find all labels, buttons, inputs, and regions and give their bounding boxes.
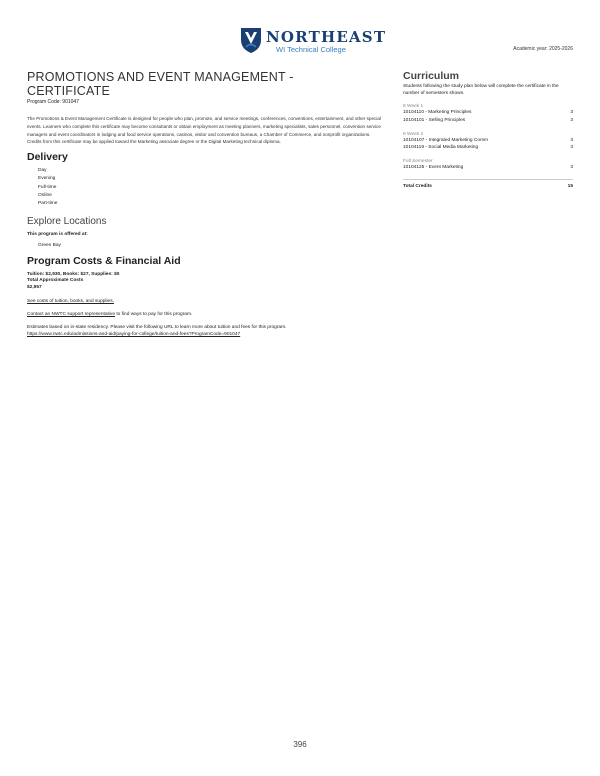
delivery-list — [27, 167, 383, 208]
total-costs-value: $2,957 — [27, 284, 42, 290]
course-name: 10104107 - Integrated Marketing Comm — [403, 137, 489, 143]
semester-label: 8 Week 2 — [403, 131, 424, 137]
program-costs-heading: Program Costs & Financial Aid — [27, 254, 181, 267]
contact-row — [27, 312, 383, 317]
curriculum-heading: Curriculum — [403, 70, 460, 82]
semester-label: Full Semester — [403, 159, 433, 165]
delivery-item: Online — [38, 193, 52, 199]
program-title-line2: CERTIFICATE — [27, 84, 110, 98]
offered-at-label: This program is offered at: — [27, 231, 88, 237]
delivery-item: Evening — [38, 176, 56, 182]
tuition-url-link[interactable]: https://www.nwtc.edu/admissions-and-aid/paying-for-college/tuition-and-fees?ProgramCode=901047 — [27, 331, 241, 337]
explore-locations-heading: Explore Locations — [27, 215, 107, 227]
logo-subtitle: WI Technical College — [276, 45, 346, 54]
estimate-block — [27, 325, 383, 338]
total-costs-label: Total Approximate Costs — [27, 278, 84, 284]
course-name: 10104110 - Marketing Principles — [403, 110, 472, 115]
program-title — [27, 70, 383, 98]
course-credits: 3 — [570, 137, 573, 143]
contact-suffix: to find ways to pay for this program. — [114, 312, 193, 318]
academic-year: Academic year: 2025-2026 — [513, 46, 573, 52]
course-credits: 3 — [570, 165, 573, 171]
course-credits: 3 — [570, 110, 573, 115]
logo-name: NORTHEAST — [266, 28, 387, 46]
contact-support-link[interactable]: Contact an NWTC support representative — [27, 312, 115, 318]
page-number: 396 — [293, 740, 307, 749]
course-row — [403, 137, 573, 145]
course-credits: 3 — [570, 117, 573, 123]
curriculum-intro: Students following the study plan below will complete the certificate in the number of semesters shown. — [403, 84, 559, 96]
see-costs-row — [27, 299, 383, 304]
estimate-text: Estimates based on in-state residency. Please visit the following URL to learn more about tuition and fees for this program. — [27, 325, 287, 331]
total-credits-value: 15 — [567, 183, 573, 189]
course-row — [403, 117, 573, 125]
curriculum-panel — [403, 70, 573, 189]
program-title-line1: PROMOTIONS AND EVENT MANAGEMENT - — [27, 70, 294, 84]
see-costs-link[interactable]: See costs of tuition, books, and supplies. — [27, 299, 114, 305]
location-item: Green Bay — [38, 242, 61, 248]
program-details — [27, 70, 383, 338]
program-description: The Promotions & Event Management Certificate is designed for people who plan, promote, and service meetings, conferences, conventions, entertainment, and other special events. Learners who complete this certificate may become consultants or obtain employment as meeting planners, marketing specialists, sales personnel, convention service managers and event coordinators in lodging and food service operations, casinos, visitor and convention bureaus, a Chamber of Commerce, and nonprofit organizations. Credits from this certificate may be applied toward the Marketing associate degree or the Digital Marketing technical diploma. — [27, 116, 381, 145]
total-credits-label: Total Credits — [403, 183, 432, 189]
delivery-item: Day — [38, 168, 47, 174]
page-header — [0, 24, 600, 64]
cost-breakdown: Tuition: $2,930, Books: $27, Supplies: $0 — [27, 271, 120, 277]
course-credits: 3 — [570, 145, 573, 151]
course-name: 10104119 - Social Media Marketing — [403, 145, 479, 151]
course-name: 10104101 - Selling Principles — [403, 117, 466, 123]
semester-label: 8 Week 1 — [403, 104, 424, 109]
program-code: Program Code: 901047 — [27, 99, 79, 105]
total-credits-row — [403, 179, 573, 189]
delivery-heading: Delivery — [27, 151, 68, 164]
course-name: 10104125 - Event Marketing — [403, 165, 464, 171]
course-row — [403, 144, 573, 152]
shield-logo-icon — [240, 26, 262, 54]
course-row — [403, 109, 573, 117]
delivery-item: Part-time — [38, 201, 58, 207]
college-logo[interactable] — [240, 24, 387, 60]
delivery-item: Full-time — [38, 184, 57, 190]
course-row — [403, 164, 573, 172]
